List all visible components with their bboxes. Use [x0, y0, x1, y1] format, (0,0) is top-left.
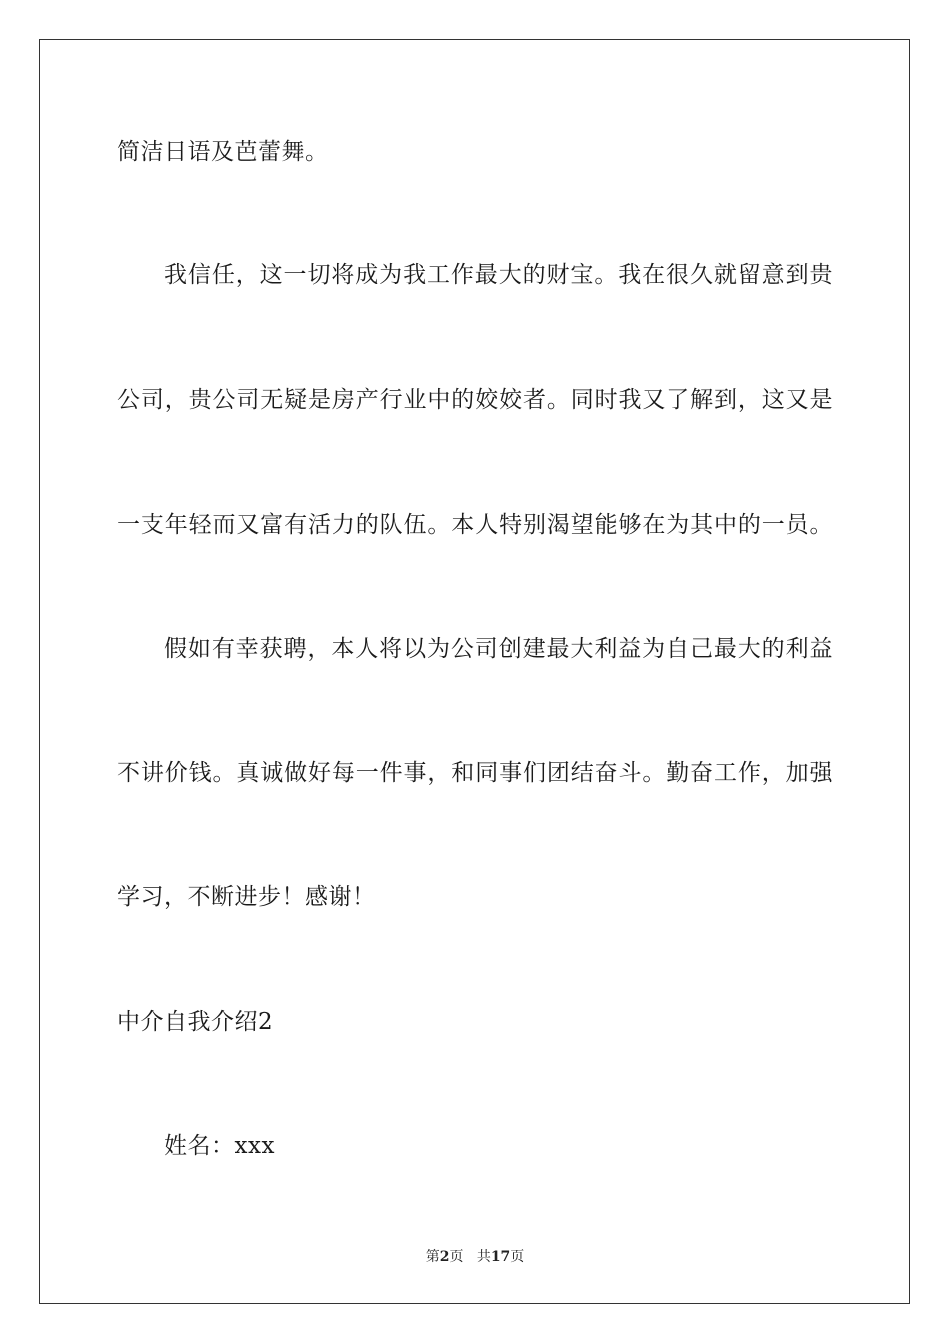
footer-total-prefix: 共: [476, 1249, 491, 1265]
current-page-number: 2: [439, 1249, 450, 1265]
body-line: 不讲价钱。真诚做好每一件事，和同事们团结奋斗。勤奋工作，加强: [117, 760, 833, 786]
footer-prefix: 第: [425, 1249, 440, 1265]
footer-page-suffix: 页: [449, 1249, 464, 1265]
body-line: 姓名：xxx: [164, 1133, 275, 1159]
section-heading: 中介自我介绍2: [117, 1009, 274, 1035]
body-line: 假如有幸获聘，本人将以为公司创建最大利益为自己最大的利益: [164, 636, 833, 662]
body-line: 我信任，这一切将成为我工作最大的财宝。我在很久就留意到贵: [164, 262, 833, 288]
body-line: 公司，贵公司无疑是房产行业中的姣姣者。同时我又了解到，这又是: [117, 387, 833, 413]
body-line: 学习，不断进步！感谢！: [117, 884, 376, 910]
body-line: 一支年轻而又富有活力的队伍。本人特别渴望能够在为其中的一员。: [117, 512, 833, 538]
body-line: 简洁日语及芭蕾舞。: [117, 139, 329, 165]
page-footer: [0, 1248, 950, 1266]
total-page-count: 17: [490, 1249, 511, 1265]
page-border: [39, 39, 910, 1304]
footer-total-suffix: 页: [510, 1249, 525, 1265]
